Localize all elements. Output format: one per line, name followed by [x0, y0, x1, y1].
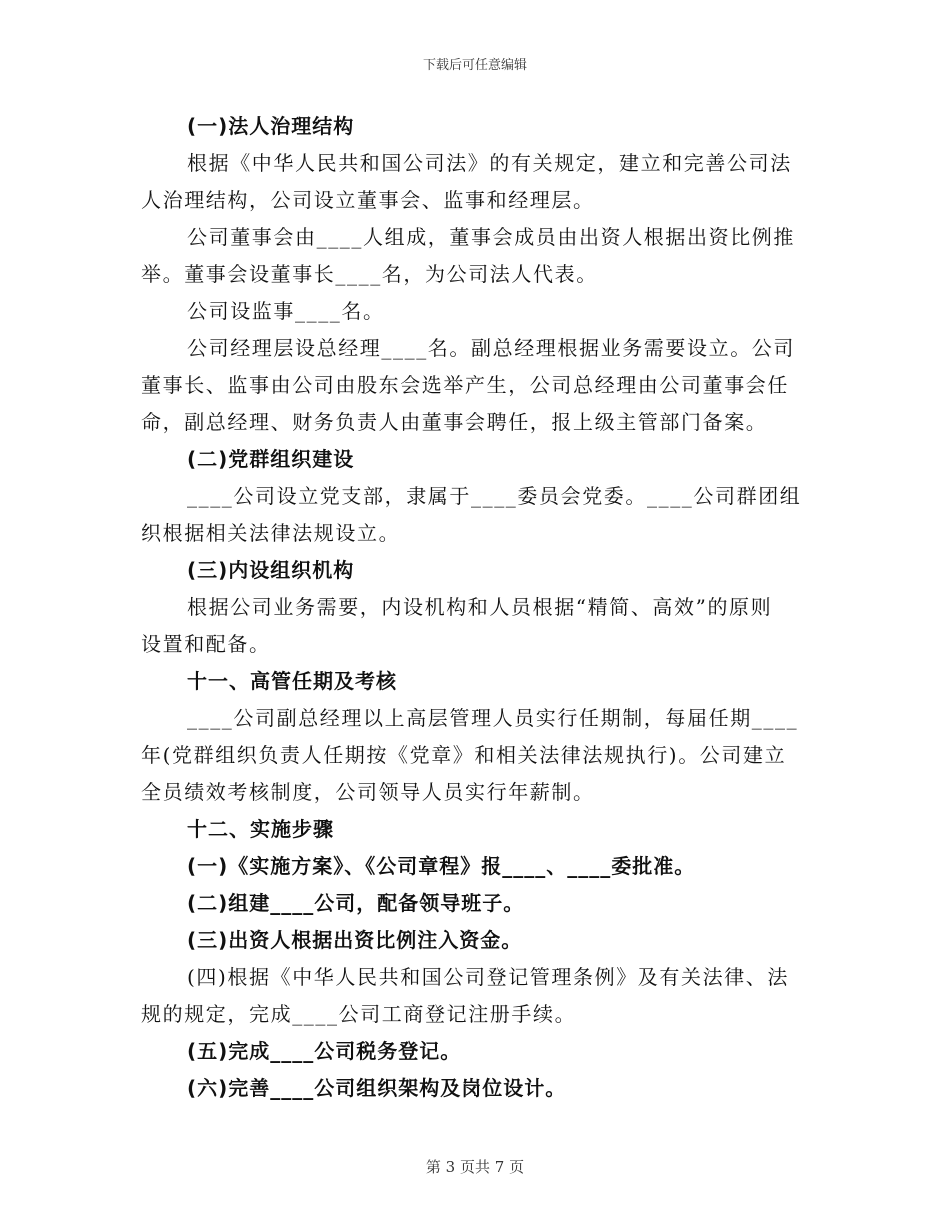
document-body [141, 108, 801, 1107]
step-item: (三)出资人根据出资比例注入资金。 [187, 928, 523, 952]
paragraph-line: 命，副总经理、财务负责人由董事会聘任，报上级主管部门备案。 [141, 410, 768, 434]
paragraph-line: 根据公司业务需要，内设机构和人员根据“精简、高效”的原则 [187, 595, 773, 619]
step-item: (二)组建____公司，配备领导班子。 [187, 891, 525, 915]
page-footer: 第 3 页共 7 页 [425, 1158, 525, 1176]
section-heading: 十一、高管任期及考核 [187, 669, 397, 693]
paragraph-line: 设置和配备。 [141, 632, 271, 656]
paragraph-line: 举。董事会设董事长____名，为公司法人代表。 [141, 262, 598, 286]
paragraph-line: 人治理结构，公司设立董事会、监事和经理层。 [141, 188, 595, 212]
paragraph-line: 规的规定，完成____公司工商登记注册手续。 [141, 1002, 577, 1026]
paragraph-line: ____公司副总经理以上高层管理人员实行任期制，每届任期____ [187, 706, 799, 730]
paragraph-line: 公司设监事____名。 [187, 299, 385, 323]
paragraph-line: ____公司设立党支部，隶属于____委员会党委。____公司群团组 [187, 484, 801, 508]
step-item: (四)根据《中华人民共和国公司登记管理条例》及有关法律、法 [187, 965, 790, 989]
step-item: (六)完善____公司组织架构及岗位设计。 [187, 1076, 567, 1100]
section-heading: (三)内设组织机构 [187, 558, 355, 582]
step-item: (一)《实施方案》、《公司章程》报____、____委批准。 [187, 854, 696, 878]
paragraph-line: 董事长、监事由公司由股东会选举产生，公司总经理由公司董事会任 [141, 373, 789, 397]
paragraph-line: 全员绩效考核制度，公司领导人员实行年薪制。 [141, 780, 595, 804]
paragraph-line: 织根据相关法律法规设立。 [141, 521, 401, 545]
section-heading: (二)党群组织建设 [187, 447, 355, 471]
paragraph-line: 年(党群组织负责人任期按《党章》和相关法律法规执行)。公司建立 [141, 743, 787, 767]
paragraph-line: 根据《中华人民共和国公司法》的有关规定，建立和完善公司法 [187, 151, 792, 175]
step-item: (五)完成____公司税务登记。 [187, 1039, 462, 1063]
section-heading: 十二、实施步骤 [187, 817, 334, 841]
paragraph-line: 公司董事会由____人组成，董事会成员由出资人根据出资比例推 [187, 225, 795, 249]
page-header: 下载后可任意编辑 [422, 58, 527, 73]
paragraph-line: 公司经理层设总经理____名。副总经理根据业务需要设立。公司 [187, 336, 795, 360]
section-heading: (一)法人治理结构 [187, 114, 355, 138]
